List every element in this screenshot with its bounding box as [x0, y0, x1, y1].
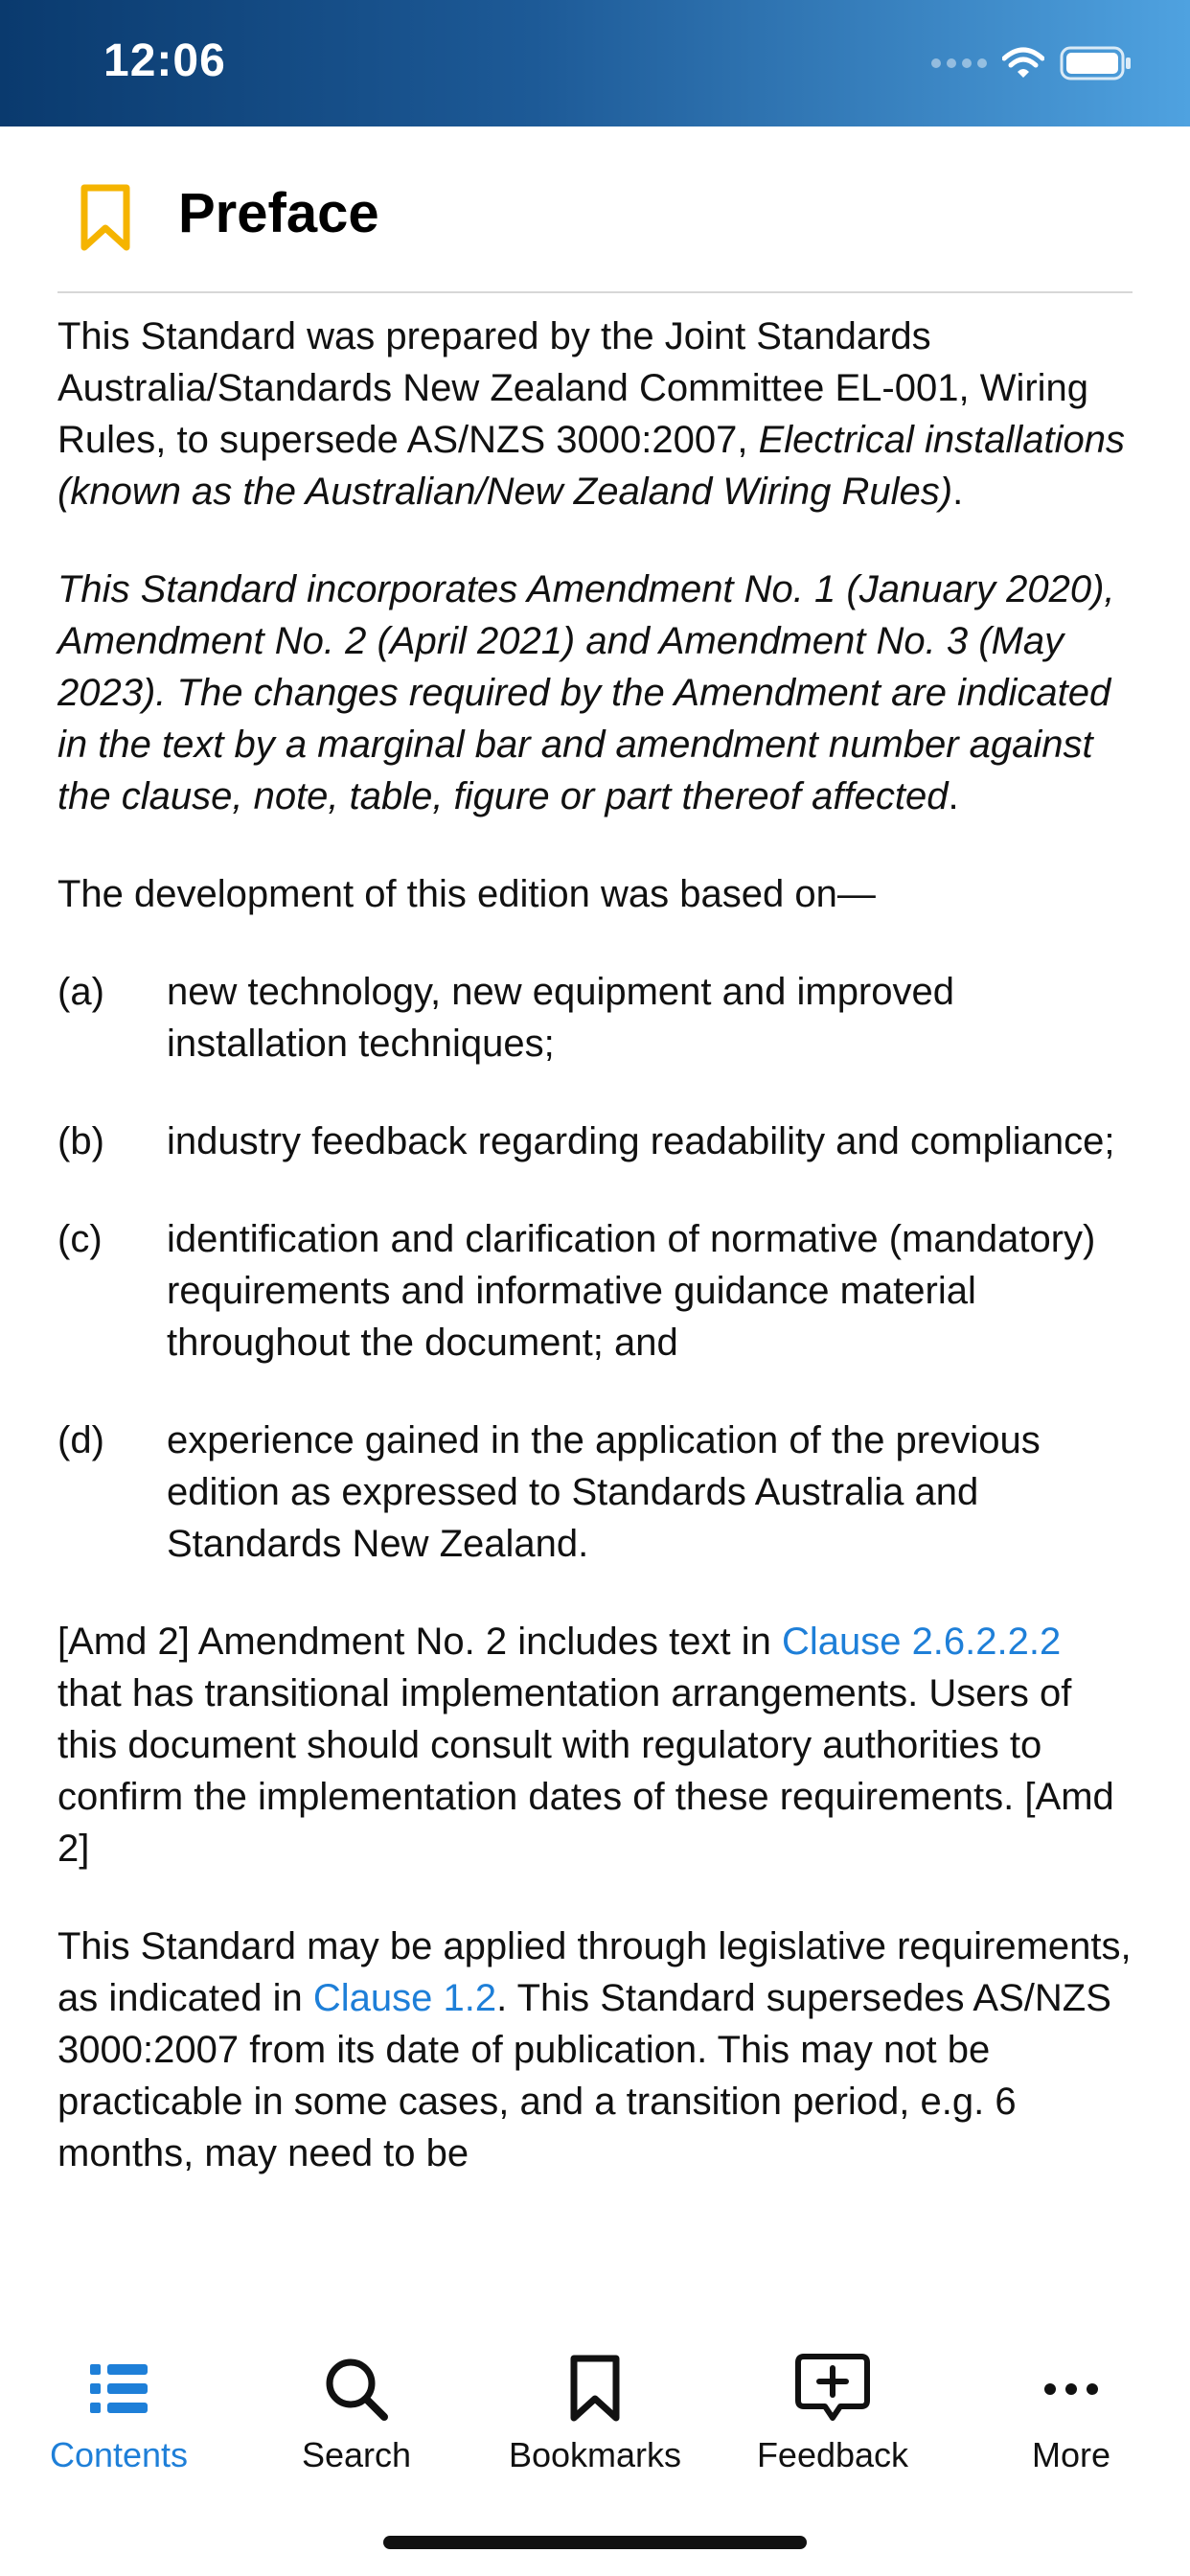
list-item	[57, 1116, 1133, 1167]
status-icons	[931, 42, 1133, 84]
list-item-text: new technology, new equipment and improved installation techniques;	[167, 971, 954, 1065]
wifi-icon	[1002, 47, 1044, 80]
feedback-icon	[794, 2353, 871, 2426]
paragraph-3: The development of this edition was based on—	[57, 873, 876, 915]
document-content	[57, 310, 1133, 2225]
paragraph-4-end: that has transitional implementation arrangements. Users of this document should consult with regulatory authorities to confirm the implementation dates of these requirements. [Amd 2]	[57, 1672, 1114, 1870]
paragraph-5-end: . This Standard supersedes AS/NZS 3000:2007 from its date of publication. This may not be practicable in some cases, and a transition period, e.g. 6 months, may need to be	[57, 1977, 1111, 2174]
list-item	[57, 1414, 1133, 1570]
list-item-text: identification and clarification of normative (mandatory) requirements and informative guidance material throughout the document; and	[167, 1218, 1096, 1364]
clause-1-2-link[interactable]: Clause 1.2	[312, 1977, 497, 2019]
paragraph-4-text: [Amd 2] Amendment No. 2 includes text in	[57, 1621, 782, 1663]
list-marker: (c)	[57, 1218, 103, 1260]
paragraph-2-end: .	[948, 775, 959, 817]
clause-2-6-2-2-2-link[interactable]: Clause 2.6.2.2.2	[781, 1621, 1062, 1663]
paragraph-4	[57, 1616, 1133, 1874]
paragraph-5	[57, 1920, 1133, 2179]
battery-icon	[1060, 46, 1133, 80]
list-item-text: experience gained in the application of the previous edition as expressed to Standards Australia and Standards New Zealand.	[167, 1419, 1041, 1565]
list-marker: (d)	[57, 1419, 104, 1461]
tab-label: Bookmarks	[508, 2435, 682, 2474]
list-item-text: industry feedback regarding readability and compliance;	[167, 1120, 1115, 1162]
paragraph-1-title: Electrical installations (known as the Australian/New Zealand Wiring Rules)	[57, 419, 1125, 513]
list-icon	[88, 2360, 149, 2418]
tab-label: More	[1031, 2435, 1111, 2474]
page-title: Preface	[178, 182, 379, 244]
tab-contents[interactable]	[0, 2338, 238, 2482]
bookmark-icon[interactable]	[79, 184, 132, 253]
cellular-signal-icon	[931, 58, 987, 68]
more-icon	[1042, 2381, 1100, 2397]
paragraph-2	[57, 564, 1133, 822]
bookmark-icon	[568, 2355, 622, 2424]
tab-search[interactable]	[238, 2338, 475, 2482]
tab-label: Search	[301, 2435, 412, 2474]
paragraph-5-text: This Standard may be applied through legislative requirements, as indicated in	[57, 1925, 1132, 2019]
paragraph-2-text: This Standard incorporates Amendment No. 1 (January 2020), Amendment No. 2 (April 2021) and Amendment No. 3 (May 2023). The changes required by the Amendment are indicated in the text by a marginal bar and amendment number against the clause, note, table, figure or part thereof affected	[57, 568, 1115, 817]
tab-bookmarks[interactable]	[476, 2338, 714, 2482]
paragraph-1-text: This Standard was prepared by the Joint Standards Australia/Standards New Zealand Committee EL-001, Wiring Rules, to supersede AS/NZS 3000:2007,	[57, 315, 1089, 461]
status-bar	[0, 0, 1190, 126]
home-indicator[interactable]	[383, 2536, 807, 2549]
list-marker: (b)	[57, 1120, 104, 1162]
paragraph-1-end: .	[952, 471, 964, 513]
status-time: 12:06	[103, 35, 226, 86]
tab-label: Feedback	[756, 2435, 909, 2474]
list-marker: (a)	[57, 971, 104, 1013]
page-header	[57, 169, 1133, 293]
search-icon	[323, 2356, 390, 2423]
tab-label: Contents	[49, 2435, 189, 2474]
tab-feedback[interactable]	[714, 2338, 951, 2482]
list-item	[57, 966, 1133, 1070]
paragraph-1	[57, 310, 1133, 518]
tab-more[interactable]	[952, 2338, 1190, 2482]
tab-bar	[0, 2338, 1190, 2482]
list-item	[57, 1213, 1133, 1368]
